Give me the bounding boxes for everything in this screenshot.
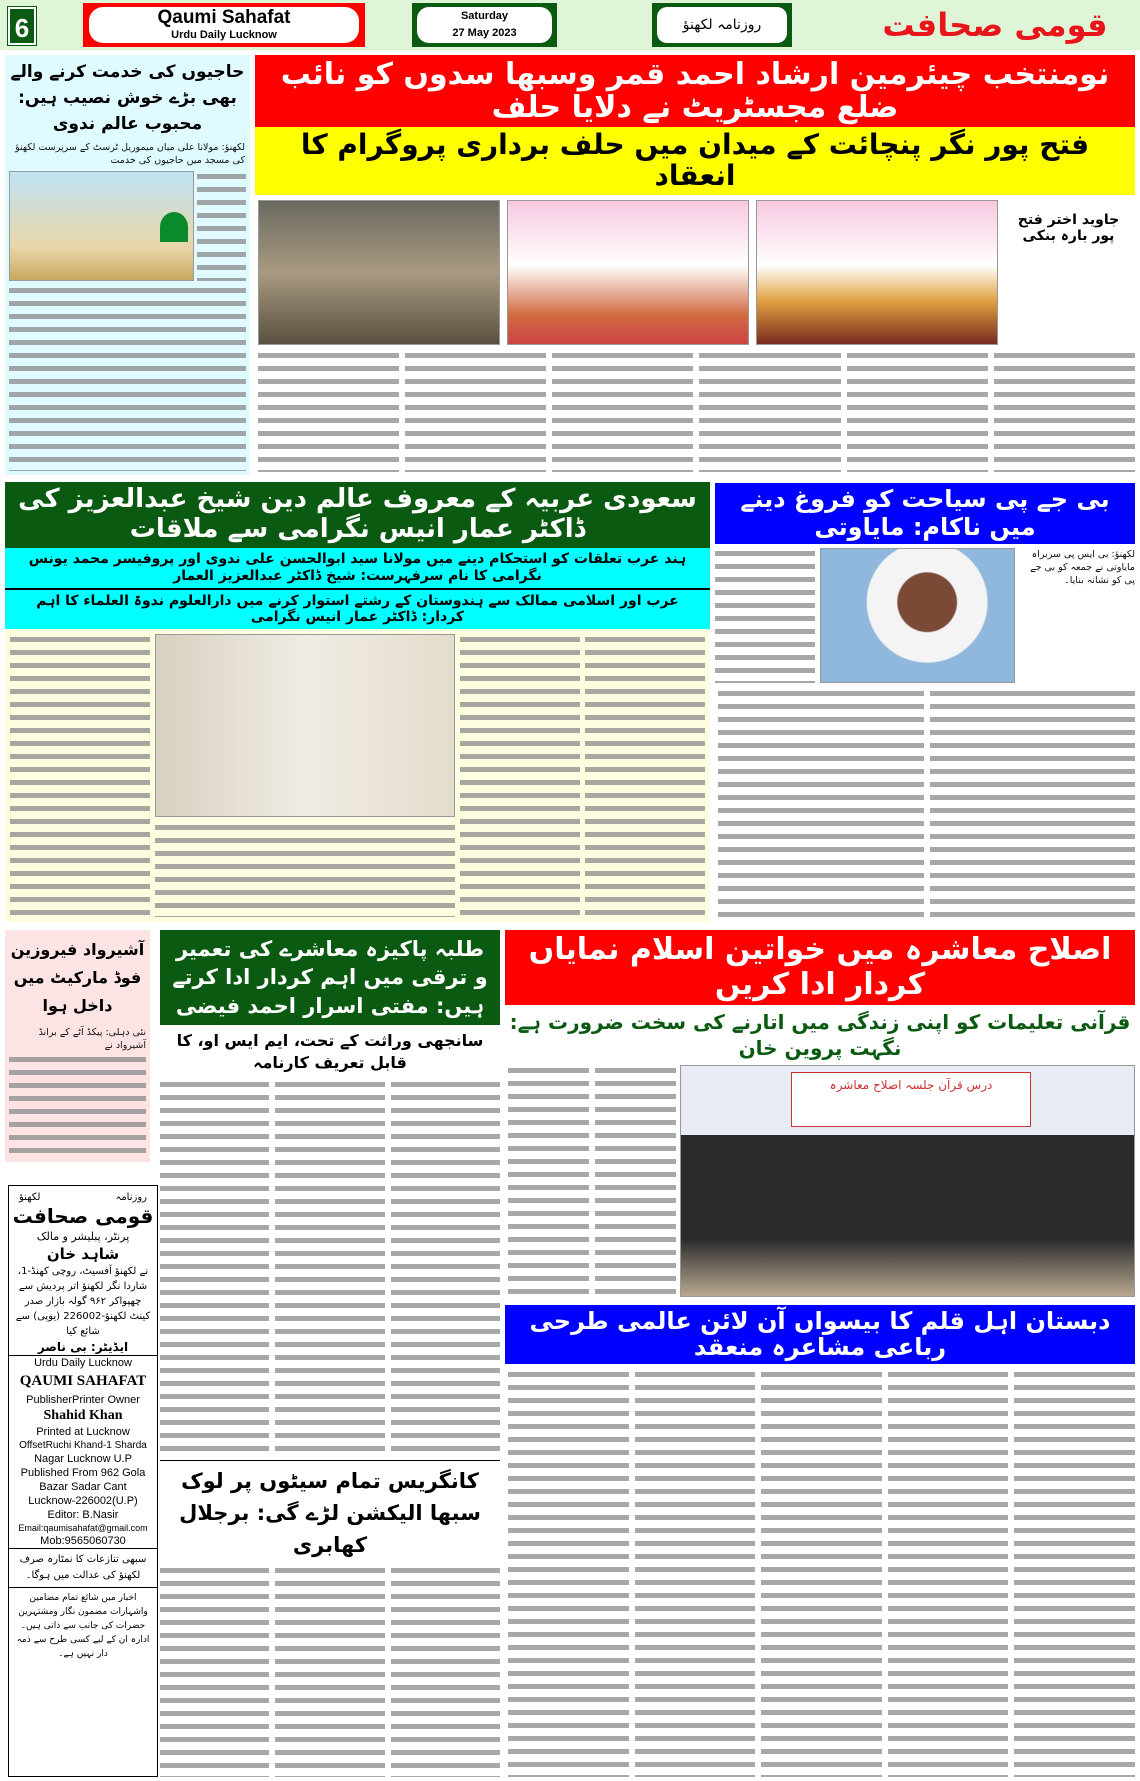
imprint-role-urdu: پرنٹر، پبلیشر و مالک — [36, 1230, 130, 1243]
text-column — [1014, 1369, 1135, 1777]
imprint-owner-urdu: شاہد خان — [46, 1245, 120, 1263]
mayawati-text — [715, 683, 1135, 923]
mushaira-text — [505, 1364, 1135, 1777]
text-column — [275, 1565, 384, 1777]
saudi-sub2: عرب اور اسلامی ممالک سے ہندوستان کے رشتے استوار کرنے میں دارالعلوم ندوۃ العلماء کا اہم کردار: ڈاکٹر عمار انیس نگرامی — [5, 590, 710, 630]
mayawati-article — [715, 483, 1135, 923]
text-column — [508, 1065, 589, 1297]
saudi-article — [5, 482, 710, 922]
imprint-court: سبھی تنازعات کا نمٹارہ صرف لکھنؤ کی عدالت میں ہوگا۔ — [9, 1549, 157, 1588]
lead-byline: جاوید اختر فتح پور بارہ بنکی — [1017, 211, 1120, 244]
text-column — [160, 1079, 269, 1455]
lead-text — [255, 345, 1135, 475]
text-column — [391, 1565, 500, 1777]
imprint-editor-urdu: ایڈیٹر: بی ناصر — [9, 1339, 157, 1356]
saudi-headline: سعودی عربیہ کے معروف عالم دین شیخ عبدالعزیز کی ڈاکٹر عمار انیس نگرامی سے ملاقات — [5, 482, 710, 548]
text-column — [155, 822, 455, 917]
text-column — [715, 548, 815, 683]
text-column — [391, 1079, 500, 1455]
ceremony-photo — [507, 200, 749, 345]
imprint-en-line: Bazar Sadar Cant — [39, 1481, 127, 1493]
imprint-en-title: QAUMI SAHAFAT — [19, 1373, 147, 1389]
urdu-logo: قومی صحافت — [882, 6, 1108, 44]
imprint-en-line: Urdu Daily Lucknow — [34, 1357, 132, 1369]
text-column — [552, 350, 693, 472]
text-column — [9, 285, 246, 471]
text-column — [460, 634, 580, 917]
congress-article — [160, 1460, 500, 1777]
text-column — [258, 350, 399, 472]
lead-headline: نومنتخب چیئرمین ارشاد احمد قمر وسبھا سدوں کو نائب ضلع مجسٹریٹ نے دلایا حلف — [255, 55, 1135, 127]
mushaira-headline: دبستان اہل قلم کا بیسواں آن لائن عالمی طرحی رباعی مشاعرہ منعقد — [505, 1305, 1135, 1364]
paper-name: Qaumi Sahafat — [157, 7, 291, 28]
islah-subheadline: قرآنی تعلیمات کو اپنی زندگی میں اتارنے کی سخت ضرورت ہے: نگہت پروین خان — [509, 1010, 1131, 1060]
text-column — [994, 350, 1135, 472]
text-column — [10, 634, 150, 917]
lead-story — [255, 55, 1135, 475]
aashirvaad-lead: نئی دہلی: پیکڈ آٹے کے برانڈ آشیرواد نے — [38, 1027, 146, 1051]
crowd-photo — [258, 200, 500, 345]
roznama-label: روزنامہ لکھنؤ — [657, 7, 787, 43]
congress-text — [160, 1565, 500, 1777]
imprint-en-line: OffsetRuchi Khand-1 Sharda — [19, 1440, 147, 1451]
text-column — [9, 1054, 146, 1158]
date: 27 May 2023 — [452, 27, 517, 39]
islah-article — [505, 930, 1135, 1300]
page-number: 6 — [8, 7, 36, 45]
day: Saturday — [460, 10, 509, 22]
talaba-subheadline: سانجھی وراثت کے تحت، ایم ایس او، کا قابل تعریف کارنامہ — [176, 1031, 484, 1072]
roznama-box — [652, 3, 792, 47]
talaba-article — [160, 930, 500, 1455]
aashirvaad-headline: آشیرواد فیروزین فوڈ مارکیٹ میں داخل ہوا — [10, 940, 145, 1015]
text-column — [595, 1065, 676, 1297]
imprint-box — [8, 1185, 158, 1777]
mayawati-headline: بی جے پی سیاحت کو فروغ دینے میں ناکام: مایاوتی — [715, 483, 1135, 544]
mayawati-photo — [820, 548, 1015, 683]
mosque-photo — [9, 171, 194, 281]
text-column — [930, 688, 1136, 920]
imprint-en-line: Printed at Lucknow — [36, 1426, 130, 1438]
dars-quran-photo — [680, 1065, 1135, 1297]
text-column — [585, 634, 705, 917]
imprint-en-line: PublisherPrinter Owner — [26, 1394, 140, 1406]
text-column — [718, 688, 924, 920]
date-box — [412, 3, 557, 47]
imprint-mobile: Mob:9565060730 — [9, 1534, 157, 1549]
hajj-lead: لکھنؤ: مولانا علی میاں میموریل ٹرسٹ کے سرپرست لکھنؤ کی مسجد میں حاجیوں کی خدمت — [15, 142, 245, 166]
text-column — [847, 350, 988, 472]
text-column — [635, 1369, 756, 1777]
meeting-photo — [155, 634, 455, 817]
imprint-city: لکھنؤ — [19, 1192, 41, 1203]
imprint-en-line: Nagar Lucknow U.P — [34, 1453, 132, 1465]
text-column — [405, 350, 546, 472]
text-column — [888, 1369, 1009, 1777]
aashirvaad-article — [5, 930, 150, 1162]
masthead-bar — [0, 0, 1140, 50]
congress-headline: کانگریس تمام سیٹوں پر لوک سبھا الیکشن لڑے گی: برجلال کھابری — [179, 1469, 481, 1557]
hajj-headline: حاجیوں کی خدمت کرنے والے بھی بڑے خوش نصیب ہیں: محبوب عالم ندوی — [10, 62, 245, 134]
imprint-en-owner: Shahid Khan — [43, 1408, 123, 1423]
talaba-text — [160, 1079, 500, 1455]
imprint-en-line: Published From 962 Gola — [20, 1467, 146, 1479]
text-column — [197, 171, 246, 281]
imprint-disclaimer: اخبار میں شائع تمام مضامین واشہارات مضمون نگار ومشتہرین حضرات کی جانب سے ذاتی ہیں۔ ادارہ ان کے لیے کسی طرح سے ذمہ دار نہیں ہے۔ — [16, 1593, 150, 1659]
imprint-en-line: Editor: B.Nasir — [47, 1509, 119, 1521]
mushaira-article — [505, 1305, 1135, 1777]
islah-headline: اصلاح معاشرہ میں خواتین اسلام نمایاں کردار ادا کریں — [505, 930, 1135, 1005]
lead-subheadline: فتح پور نگر پنچائت کے میدان میں حلف برداری پروگرام کا انعقاد — [255, 127, 1135, 195]
saudi-sub1: ہند عرب تعلقات کو استحکام دینے میں مولانا سید ابوالحسن علی ندوی اور پروفیسر محمد یونس نگرامی کا نام سرفہرست: شیخ ڈاکٹر عبدالعزیز العمار — [5, 548, 710, 590]
imprint-en-line: Lucknow-226002(U.P) — [28, 1495, 138, 1507]
islah-text — [508, 1065, 676, 1297]
oath-photo — [756, 200, 998, 345]
imprint-address-urdu: نے لکھنؤ آفسیٹ، روچی کھنڈ-1، شاردا نگر لکھنؤ اتر پردیش سے چھپواکر ۹۶۲ گولہ بازار صدر کینٹ لکھنؤ-226002 (یوپی) سے شائع کیا — [15, 1266, 151, 1337]
text-column — [761, 1369, 882, 1777]
mayawati-lead: لکھنؤ: بی ایس پی سربراہ مایاوتی نے جمعہ کو بی جے پی کو نشانہ بنایا۔ — [1030, 549, 1135, 587]
text-column — [699, 350, 840, 472]
imprint-roznama: روزنامہ — [115, 1192, 147, 1203]
text-column — [508, 1369, 629, 1777]
imprint-email: Email:qaumisahafat@gmail.com — [18, 1523, 148, 1533]
paper-subtitle: Urdu Daily Lucknow — [171, 29, 277, 41]
event-banner: درس قرآن جلسہ اصلاح معاشرہ — [791, 1072, 1031, 1127]
imprint-title-urdu: قومی صحافت — [12, 1204, 154, 1228]
hajj-article — [5, 55, 250, 475]
green-dome-icon — [160, 212, 188, 242]
text-column — [160, 1565, 269, 1777]
text-column — [275, 1079, 384, 1455]
talaba-headline: طلبہ پاکیزہ معاشرے کی تعمیر و ترقی میں اہم کردار ادا کرتے ہیں: مفتی اسرار احمد فیضی — [160, 930, 500, 1025]
paper-name-box — [83, 3, 365, 47]
